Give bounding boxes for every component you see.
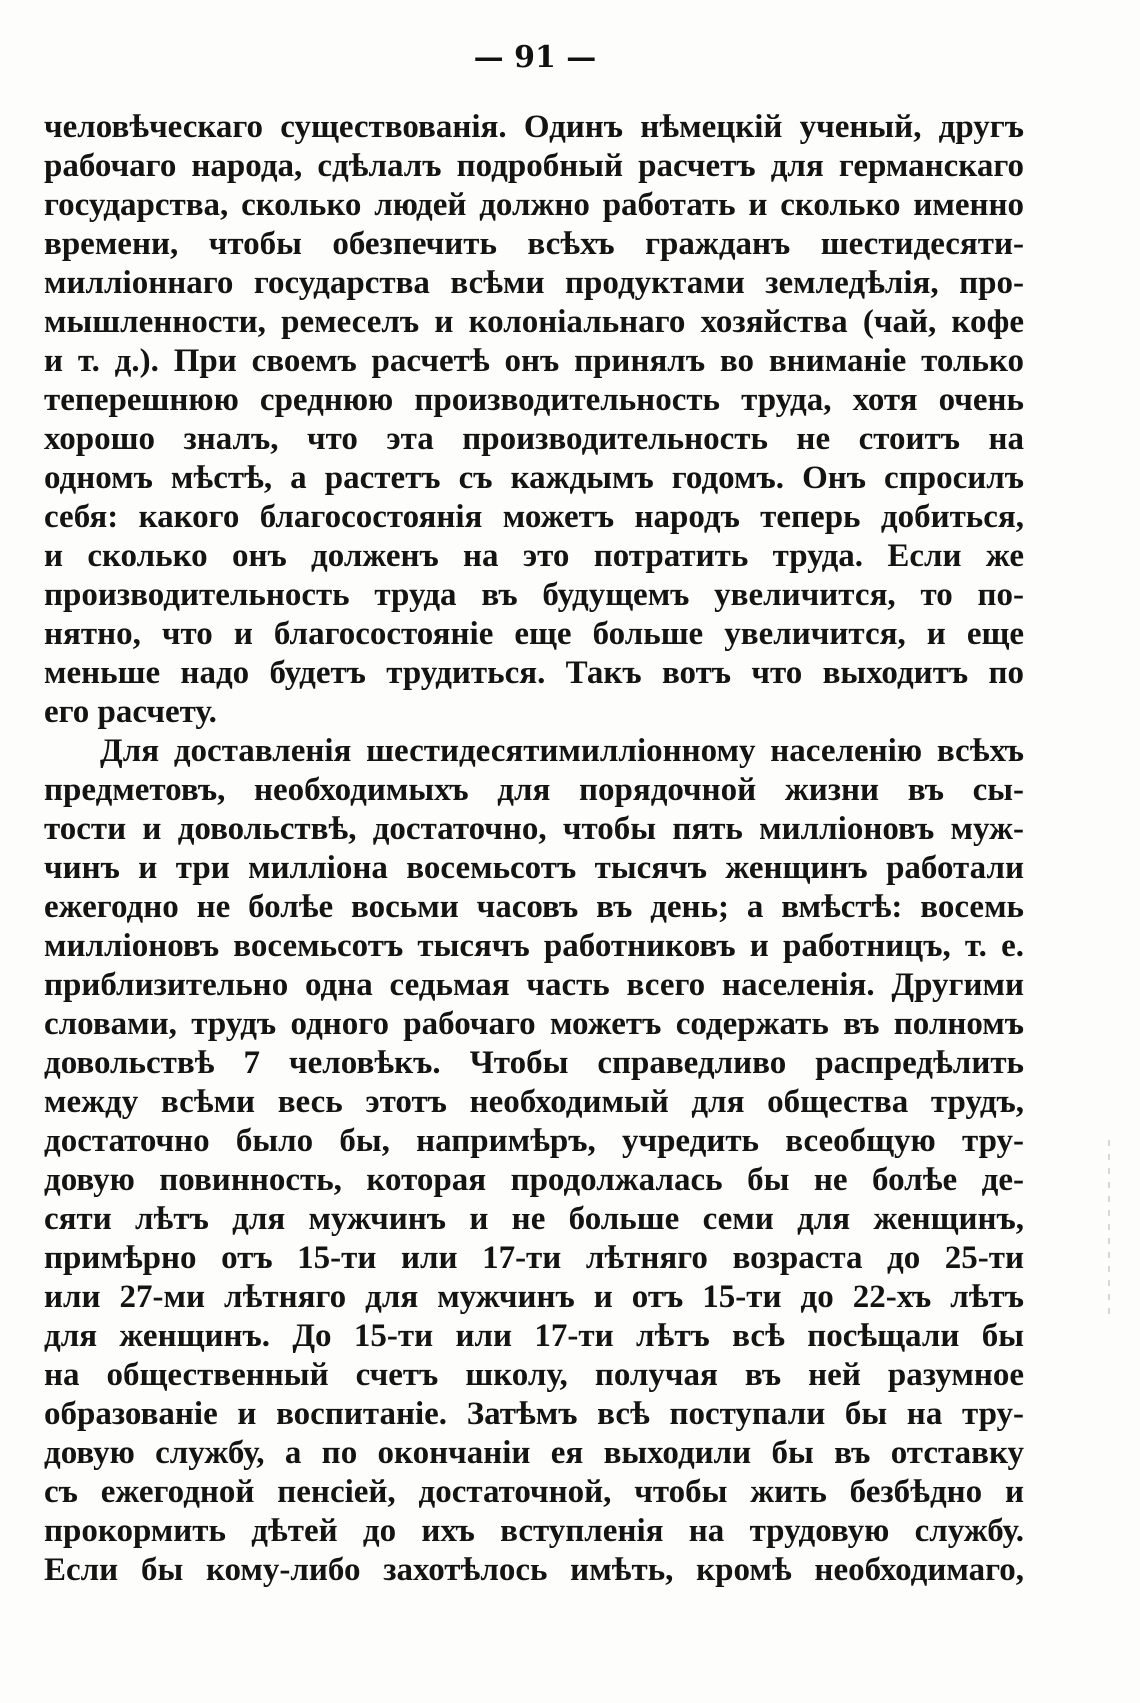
text-line: и сколько онъ долженъ на это потратить труда. Если же (44, 538, 1024, 574)
text-line: времени, чтобы обезпечить всѣхъ гражданъ шестидесяти- (44, 226, 1024, 262)
text-line: между всѣми весь этотъ необходимый для общества трудъ, (44, 1084, 1024, 1120)
text-line: и т. д.). При своемъ расчетѣ онъ принялъ во вниманіе только (44, 343, 1024, 379)
text-line: государства, сколько людей должно работать и сколько именно (44, 187, 1024, 223)
page-number: — 91 — (473, 40, 597, 75)
body-text (44, 108, 1024, 1590)
text-line: примѣрно отъ 15-ти или 17-ти лѣтняго возраста до 25-ти (44, 1240, 1024, 1276)
text-line: меньше надо будетъ трудиться. Такъ вотъ что выходитъ по (44, 655, 1024, 691)
text-line: сяти лѣтъ для мужчинъ и не больше семи для женщинъ, (44, 1201, 1024, 1237)
text-line: на общественный счетъ школу, получая въ ней разумное (44, 1357, 1024, 1393)
text-line: образованіе и воспитаніе. Затѣмъ всѣ поступали бы на тру- (44, 1396, 1024, 1432)
text-line: словами, трудъ одного рабочаго можетъ содержать въ полномъ (44, 1006, 1024, 1042)
text-line: милліоннаго государства всѣми продуктами земледѣлія, про- (44, 265, 1024, 301)
text-line: Если бы кому-либо захотѣлось имѣть, кромѣ необходимаго, (44, 1552, 1024, 1588)
text-line: производительность труда въ будущемъ увеличится, то по- (44, 577, 1024, 613)
text-line: ежегодно не болѣе восьми часовъ въ день; а вмѣстѣ: восемь (44, 889, 1024, 925)
text-line: рабочаго народа, сдѣлалъ подробный расчетъ для германскаго (44, 148, 1024, 184)
text-line: человѣческаго существованія. Одинъ нѣмецкій ученый, другъ (44, 109, 1024, 145)
text-line: довую службу, а по окончаніи ея выходили бы въ отставку (44, 1435, 1024, 1471)
text-line: или 27-ми лѣтняго для мужчинъ и отъ 15-ти до 22-хъ лѣтъ (44, 1279, 1024, 1315)
text-line: хорошо зналъ, что эта производительность не стоитъ на (44, 421, 1024, 457)
text-line: теперешнюю среднюю производительность труда, хотя очень (44, 382, 1024, 418)
text-line: чинъ и три милліона восемьсотъ тысячъ женщинъ работали (44, 850, 1024, 886)
text-line: приблизительно одна седьмая часть всего населенія. Другими (44, 967, 1024, 1003)
text-line: тости и довольствѣ, достаточно, чтобы пять милліоновъ муж- (44, 811, 1024, 847)
text-line: Для доставленія шестидесятимилліонному населенію всѣхъ (100, 733, 1024, 769)
text-line: предметовъ, необходимыхъ для порядочной жизни въ сы- (44, 772, 1024, 808)
text-line: довую повинность, которая продолжалась бы не болѣе де- (44, 1162, 1024, 1198)
text-line: себя: какого благосостоянія можетъ народъ теперь добиться, (44, 499, 1024, 535)
text-line: одномъ мѣстѣ, а растетъ съ каждымъ годомъ. Онъ спросилъ (44, 460, 1024, 496)
text-line: довольствѣ 7 человѣкъ. Чтобы справедливо распредѣлить (44, 1045, 1024, 1081)
text-line: милліоновъ восемьсотъ тысячъ работниковъ и работницъ, т. е. (44, 928, 1024, 964)
text-line: нятно, что и благосостояніе еще больше увеличится, и еще (44, 616, 1024, 652)
text-line: его расчету. (44, 694, 217, 730)
text-line: для женщинъ. До 15-ти или 17-ти лѣтъ всѣ посѣщали бы (44, 1318, 1024, 1354)
text-line: мышленности, ремеселъ и колоніальнаго хозяйства (чай, кофе (44, 304, 1024, 340)
text-line: съ ежегодной пенсіей, достаточной, чтобы жить безбѣдно и (44, 1474, 1024, 1510)
text-line: прокормить дѣтей до ихъ вступленія на трудовую службу. (44, 1513, 1024, 1549)
text-line: достаточно было бы, напримѣръ, учредить всеобщую тру- (44, 1123, 1024, 1159)
margin-scan-artifact (1108, 1140, 1110, 1320)
